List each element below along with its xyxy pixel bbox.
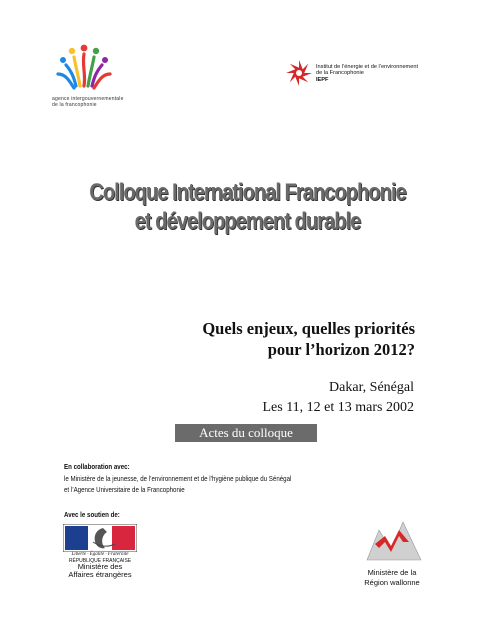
collaboration-line1: le Ministère de la jeunesse, de l’environnement et de l’hygiène publique du Sénégal <box>64 474 292 483</box>
republique-ministry-line2: Affaires étrangères <box>68 570 132 579</box>
title-line1: Colloque International Francophonie <box>89 179 406 206</box>
agence-caption <box>52 96 124 108</box>
wallonne-line2: Région wallonne <box>364 578 420 587</box>
iepf-logo <box>284 58 314 88</box>
document-subtitle <box>202 318 415 360</box>
subtitle-line2: pour l’horizon 2012? <box>267 340 415 359</box>
agence-line2: de la francophonie <box>52 102 97 108</box>
iepf-abbr: IEPF <box>316 76 329 83</box>
agence-line1: agence intergouvernementale <box>52 96 124 102</box>
republique-name: RÉPUBLIQUE FRANÇAISE <box>68 558 132 564</box>
title-line2: et développement durable <box>134 208 361 235</box>
region-wallonne-logo <box>363 516 425 564</box>
document-title <box>56 178 438 236</box>
republique-francaise-logo <box>63 524 137 582</box>
event-city: Dakar, Sénégal <box>329 380 414 395</box>
collaboration-line2: et l’Agence Universitaire de la Francophonie <box>64 485 185 494</box>
iepf-caption <box>316 64 446 83</box>
collaboration-heading: En collaboration avec: <box>64 462 130 471</box>
subtitle-line1: Quels enjeux, quelles priorités <box>202 319 415 338</box>
republique-motto: Liberté · Égalité · Fraternité <box>71 552 129 557</box>
wallonne-caption <box>346 568 438 588</box>
event-dates: Les 11, 12 et 13 mars 2002 <box>262 400 414 415</box>
agence-francophonie-logo <box>52 40 116 100</box>
wallonne-line1: Ministère de la <box>367 568 417 577</box>
iepf-line2: de la Francophonie <box>316 70 364 77</box>
iepf-line1: Institut de l’énergie et de l’environnement <box>316 64 418 70</box>
actes-banner: Actes du colloque <box>175 424 317 442</box>
republique-ministry-line1: Ministère des <box>77 562 123 571</box>
marianne-icon <box>63 524 137 552</box>
event-location-dates <box>262 378 414 418</box>
soutien-heading: Avec le soutien de: <box>64 510 120 519</box>
